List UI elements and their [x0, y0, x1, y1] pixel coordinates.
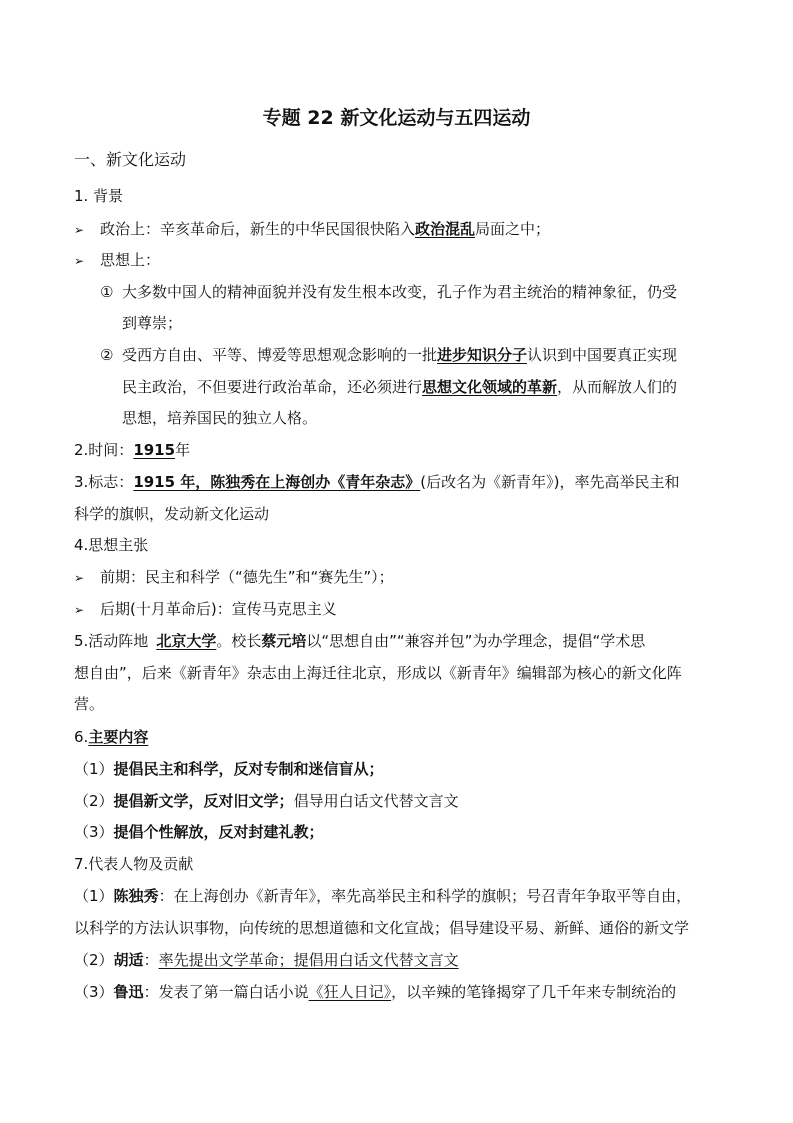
time-label: 2.时间： — [74, 441, 134, 459]
thought-item-2-keyword: 进步知识分子 — [437, 346, 528, 364]
people-item-3-name: 鲁迅 — [113, 983, 144, 1001]
content-item-3-text: 提倡个性解放，反对封建礼教； — [113, 823, 324, 841]
content-item-3 — [74, 822, 324, 842]
arrow-bullet-icon: ➢ — [74, 603, 85, 617]
politics-line — [74, 219, 550, 240]
people-item-2-name: 胡适 — [113, 951, 144, 969]
content-item-num: （1） — [74, 760, 114, 778]
content-item-2-bold: 提倡新文学，反对旧文学； — [113, 792, 294, 810]
thought-line — [74, 250, 160, 271]
people-item-num: （3） — [74, 983, 114, 1001]
people-item-2-colon: ： — [143, 951, 159, 969]
sign-text: (后改名为《新青年》)，率先高举民主和 — [420, 473, 680, 491]
people-item-3-text-end: ，以辛辣的笔锋揭穿了几千年来专制统治的 — [391, 983, 677, 1001]
base-label: 5.活动阵地 — [74, 632, 149, 650]
politics-text: 政治上：辛亥革命后，新生的中华民国很快陷入 — [100, 220, 416, 238]
thought-item-2-text-end: 认识到中国要真正实现 — [527, 346, 678, 364]
thought-item-1 — [100, 282, 677, 302]
people-item-num: （1） — [74, 887, 114, 905]
time-line — [74, 440, 190, 460]
thought-item-2-text: 受西方自由、平等、博爱等思想观念影响的一批 — [122, 346, 438, 364]
arrow-bullet-icon: ➢ — [74, 254, 85, 268]
base-place: 北京大学 — [156, 632, 217, 650]
people-item-3 — [74, 982, 676, 1002]
base-line-3: 营。 — [74, 695, 105, 713]
base-line — [74, 631, 645, 651]
content-item-num: （3） — [74, 823, 114, 841]
sign-line-2: 科学的旗帜，发动新文化运动 — [74, 505, 270, 523]
thought-item-1-text: 大多数中国人的精神面貌并没有发生根本改变，孔子作为君主统治的精神象征，仍受 — [122, 283, 678, 301]
people-item-1 — [74, 886, 691, 906]
idea-early — [74, 567, 394, 588]
sign-label: 3.标志： — [74, 473, 134, 491]
people-item-1-name: 陈独秀 — [113, 887, 159, 905]
thought-item-2-cont — [122, 377, 677, 397]
content-item-num: （2） — [74, 792, 114, 810]
sign-line — [74, 472, 680, 492]
thought-item-2-text3: ，从而解放人们的 — [557, 378, 678, 396]
politics-keyword: 政治混乱 — [415, 220, 476, 238]
thought-item-2-cont2: 思想，培养国民的独立人格。 — [122, 409, 318, 427]
idea-early-text: 前期：民主和科学（“德先生”和“赛先生”）； — [100, 568, 394, 586]
arrow-bullet-icon: ➢ — [74, 571, 85, 585]
content-item-1 — [74, 759, 384, 779]
base-text-b: 以“思想自由”“兼容并包”为办学理念，提倡“学术思 — [306, 632, 646, 650]
people-item-1-text: ：在上海创办《新青年》，率先高举民主和科学的旗帜；号召青年争取平等自由， — [158, 887, 692, 905]
people-item-3-text: ：发表了第一篇白话小说 — [143, 983, 309, 1001]
background-heading: 1. 背景 — [74, 187, 124, 205]
sign-keyword: 1915 年，陈独秀在上海创办《青年杂志》 — [133, 473, 421, 491]
time-suffix: 年 — [175, 441, 191, 459]
base-person: 蔡元培 — [261, 632, 307, 650]
circled-number: ① — [100, 283, 114, 301]
base-text-a: 。校长 — [216, 632, 262, 650]
content-item-2 — [74, 791, 459, 811]
content-heading — [74, 727, 148, 747]
politics-text-end: 局面之中； — [475, 220, 551, 238]
content-item-1-text: 提倡民主和科学，反对专制和迷信盲从； — [113, 760, 384, 778]
idea-late — [74, 599, 337, 620]
section-heading: 一、新文化运动 — [74, 150, 187, 169]
thought-item-2 — [100, 345, 677, 365]
content-item-2-text: 倡导用白话文代替文言文 — [293, 792, 459, 810]
people-item-2-text: 率先提出文学革命；提倡用白话文代替文言文 — [158, 951, 459, 969]
thought-item-2-keyword2: 思想文化领域的革新 — [422, 378, 558, 396]
people-item-1-cont: 以科学的方法认识事物，向传统的思想道德和文化宣战；倡导建设平易、新鲜、通俗的新文学 — [74, 919, 690, 937]
people-item-num: （2） — [74, 951, 114, 969]
time-value: 1915 — [133, 441, 176, 459]
thought-text: 思想上： — [100, 251, 161, 269]
content-heading-num: 6. — [74, 728, 89, 746]
people-item-3-work: 《狂人日记》 — [308, 983, 392, 1001]
idea-late-text: 后期(十月革命后)：宣传马克思主义 — [100, 600, 337, 618]
thought-item-2-text2: 民主政治，不但要进行政治革命，还必须进行 — [122, 378, 423, 396]
circled-number: ② — [100, 346, 114, 364]
thought-item-1-cont: 到尊崇； — [122, 314, 183, 332]
people-item-2 — [74, 950, 459, 970]
page-title: 专题 22 新文化运动与五四运动 — [262, 107, 531, 129]
content-heading-text: 主要内容 — [88, 728, 149, 746]
arrow-bullet-icon: ➢ — [74, 223, 85, 237]
idea-heading: 4.思想主张 — [74, 536, 149, 554]
base-line-2: 想自由”，后来《新青年》杂志由上海迁往北京，形成以《新青年》编辑部为核心的新文化阵 — [74, 664, 682, 682]
people-heading: 7.代表人物及贡献 — [74, 855, 194, 873]
